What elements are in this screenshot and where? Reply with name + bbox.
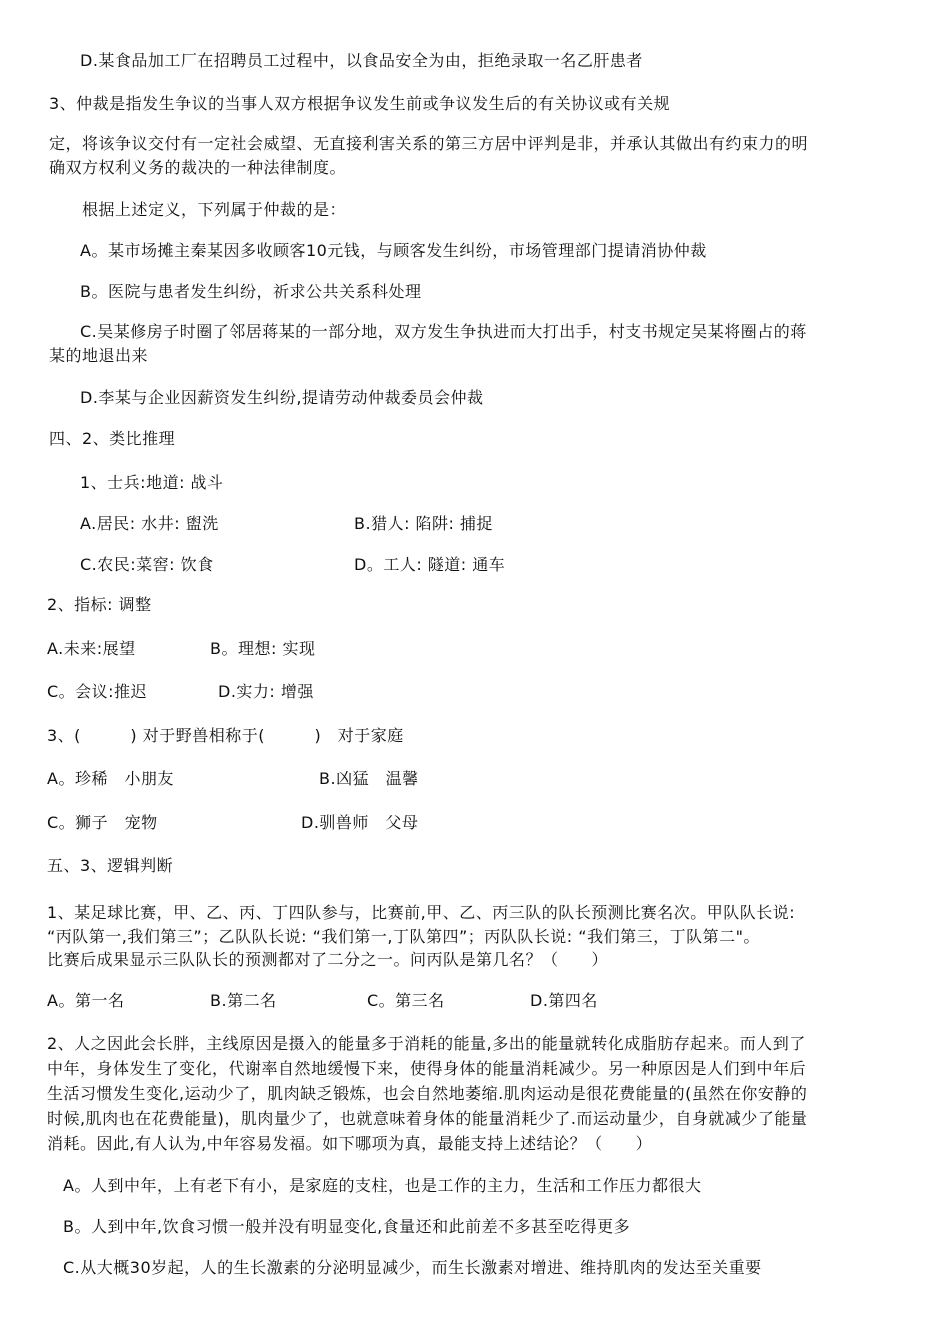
option-d: D.驯兽师 父母 bbox=[301, 813, 419, 832]
question-stem: 2、人之因此会长胖，主线原因是摄入的能量多于消耗的能量,多出的能量就转化成脂肪存起来。而人到了 bbox=[47, 1034, 806, 1053]
question-stem: 中年，身体发生了变化，代谢率自然地缓慢下来，使得身体的能量消耗减少。另一种原因是人们到中年后 bbox=[47, 1059, 807, 1078]
option-b: B。理想: 实现 bbox=[210, 639, 316, 658]
option-c: C.农民:菜窖: 饮食 bbox=[80, 555, 214, 574]
section-heading: 五、3、逻辑判断 bbox=[47, 856, 174, 875]
option-c: C。第三名 bbox=[367, 991, 445, 1010]
option-d: D.李某与企业因薪资发生纠纷,提请劳动仲裁委员会仲裁 bbox=[80, 388, 484, 407]
option-b: B。医院与患者发生纠纷，祈求公共关系科处理 bbox=[80, 282, 422, 301]
question-stem: 确双方权利义务的裁决的一种法律制度。 bbox=[49, 158, 347, 177]
option-d: D.实力: 增强 bbox=[218, 682, 314, 701]
question-stem: 定，将该争议交付有一定社会威望、无直接利害关系的第三方居中评判是非，并承认其做出有约束力的明 bbox=[49, 134, 809, 153]
option-a: A。某市场摊主秦某因多收顾客10元钱，与顾客发生纠纷，市场管理部门提请消协仲裁 bbox=[80, 241, 707, 260]
option-a: A。人到中年，上有老下有小，是家庭的支柱，也是工作的主力，生活和工作压力都很大 bbox=[63, 1176, 702, 1195]
question-stem: 3、仲裁是指发生争议的当事人双方根据争议发生前或争议发生后的有关协议或有关规 bbox=[49, 94, 671, 113]
question-stem: 2、指标: 调整 bbox=[47, 595, 152, 614]
section-heading: 四、2、类比推理 bbox=[49, 429, 176, 448]
question-stem: 1、士兵:地道: 战斗 bbox=[80, 473, 224, 492]
option-d: D.第四名 bbox=[530, 991, 598, 1010]
option-b: B。人到中年,饮食习惯一般并没有明显变化,食量还和此前差不多甚至吃得更多 bbox=[63, 1217, 631, 1236]
option-c: C.从大概30岁起，人的生长激素的分泌明显减少，而生长激素对增进、维持肌肉的发达至关重要 bbox=[63, 1258, 762, 1277]
option-a: A.未来:展望 bbox=[47, 639, 136, 658]
question-stem: 1、某足球比赛，甲、乙、丙、丁四队参与，比赛前,甲、乙、丙三队的队长预测比赛名次。甲队队长说: bbox=[47, 903, 796, 922]
question-stem: 消耗。因此,有人认为,中年容易发福。如下哪项为真，最能支持上述结论？（ ） bbox=[47, 1134, 653, 1153]
option-c-continued: 某的地退出来 bbox=[49, 346, 149, 365]
question-stem: “丙队第一,我们第三”；乙队队长说: “我们第一,丁队第四”；丙队队长说: “我们第三，丁队第二"。 bbox=[47, 927, 760, 946]
option-c: C。会议:推迟 bbox=[47, 682, 148, 701]
question-stem: 时候,肌肉也在花费能量)，肌肉量少了，也就意味着身体的能量消耗少了.而运动量少，自身就减少了能量 bbox=[47, 1109, 808, 1128]
option-a: A。珍稀 小朋友 bbox=[47, 769, 174, 788]
option-a: A.居民: 水井: 盥洗 bbox=[80, 514, 219, 533]
question-stem: 3、( ) 对于野兽相称于( ) 对于家庭 bbox=[47, 726, 404, 745]
option-c: C.吴某修房子时圈了邻居蒋某的一部分地，双方发生争执进而大打出手，村支书规定吴某将圈占的蒋 bbox=[80, 322, 807, 341]
option-b: B.第二名 bbox=[210, 991, 277, 1010]
question-stem: 生活习惯发生变化,运动少了，肌肉缺乏锻炼，也会自然地萎缩.肌肉运动是很花费能量的(虽然在你安静的 bbox=[47, 1084, 808, 1103]
option-b: B.凶猛 温馨 bbox=[319, 769, 419, 788]
option-a: A。第一名 bbox=[47, 991, 125, 1010]
option-d: D。工人: 隧道: 通车 bbox=[354, 555, 506, 574]
question-prompt: 根据上述定义，下列属于仲裁的是： bbox=[82, 200, 347, 219]
option-b: B.猎人: 陷阱: 捕捉 bbox=[354, 514, 494, 533]
option-d: D.某食品加工厂在招聘员工过程中，以食品安全为由，拒绝录取一名乙肝患者 bbox=[80, 51, 643, 70]
question-stem: 比赛后成果显示三队队长的预测都对了二分之一。问丙队是第几名？（ ） bbox=[47, 950, 609, 969]
option-c: C。狮子 宠物 bbox=[47, 813, 158, 832]
